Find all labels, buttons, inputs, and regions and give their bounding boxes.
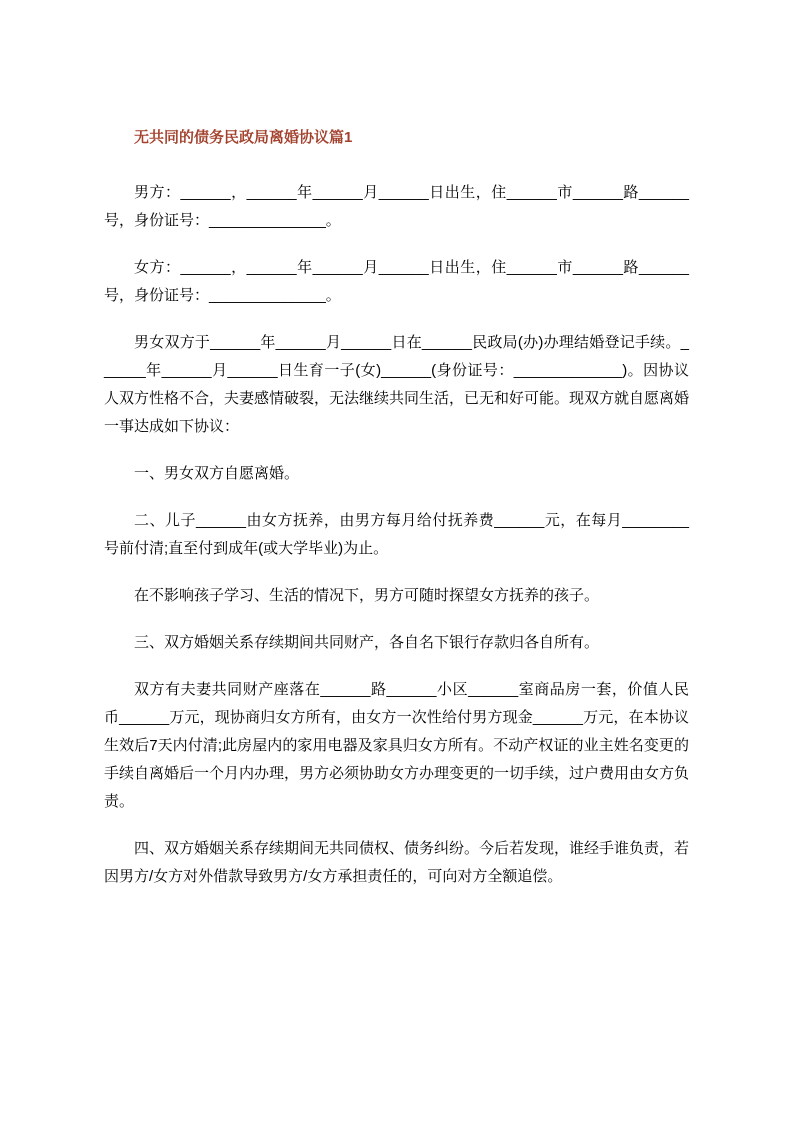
paragraph-clause-2: 二、儿子______由女方抚养，由男方每月给付抚养费______元，在每月________号前付清;直至付到成年(或大学毕业)为止。 — [104, 512, 689, 557]
paragraph-property: 双方有夫妻共同财产座落在______路______小区______室商品房一套，价值人民币______万元，现协商归女方所有，由女方一次性给付男方现金______万元，在本协议生效后7天内付清;此房屋内的家用电器及家具归女方所有。不动产权证的业主姓名变更的手续自离婚后一个月内办理，男方必须协助女方办理变更的一切手续，过户费用由女方负责。 — [104, 681, 690, 810]
paragraph-preamble: 男女双方于______年______月______日在______民政局(办)办理结婚登记手续。______年______月______日生育一子(女)______(身份证号：_____________)。因协议人双方性格不合，夫妻感情破裂，无法继续共同生活，已无和好可能。现双方就自愿离婚一事达成如下协议： — [104, 334, 690, 435]
paragraph-clause-4: 四、双方婚姻关系存续期间无共同债权、债务纠纷。今后若发现，谁经手谁负责，若因男方/女方对外借款导致男方/女方承担责任的，可向对方全额追偿。 — [104, 840, 690, 885]
paragraph-party-female: 女方：______，______年______月______日出生，住______市______路______号，身份证号：______________。 — [104, 259, 689, 304]
paragraph-visitation: 在不影响孩子学习、生活的情况下，男方可随时探望女方抚养的孩子。 — [134, 587, 600, 604]
paragraph-clause-3: 三、双方婚姻关系存续期间共同财产，各自名下银行存款归各自所有。 — [134, 634, 600, 651]
document-title: 无共同的债务民政局离婚协议篇1 — [134, 129, 353, 146]
paragraph-clause-1: 一、男女双方自愿离婚。 — [134, 465, 300, 482]
paragraph-party-male: 男方：______，______年______月______日出生，住______市______路______号，身份证号：______________。 — [104, 184, 689, 229]
